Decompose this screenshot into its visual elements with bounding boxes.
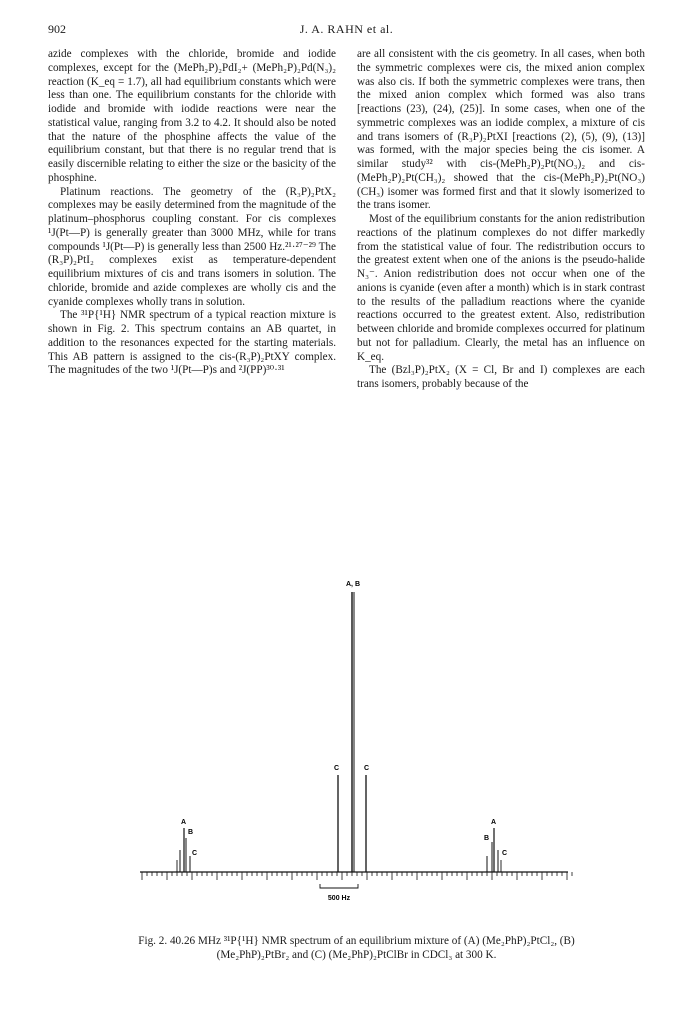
label-b: B <box>484 835 490 842</box>
caption-line: Fig. 2. 40.26 MHz ³¹P{¹H} NMR spectrum of an equilibrium mixture of (A) (Me₂PhP)₂PtCl₂, (B) <box>138 935 575 947</box>
label-b: B <box>188 829 194 836</box>
figure-caption <box>80 934 633 962</box>
nmr-spectrum-figure <box>120 570 580 930</box>
left-column <box>48 48 336 378</box>
paragraph: azide complexes with the chloride, bromide and iodide complexes, except for the (MePh₂P)₂PdI₂+ (MePh₂P)₂Pd(N₃)₂ reaction (K_eq = 1.7), all had equilibrium constants which were less than one. The equilibrium constants for the chloride with iodide and bromide with iodide reactions were near the statistical value, ranging from 3.2 to 4.2. It should also be noted that the nature of the phosphine affects the value of the equilibrium constant, but that there is no regular trend that is easily discernible relating to either the size or the basicity of the phosphine. <box>48 48 336 184</box>
caption-line: (Me₂PhP)₂PtBr₂ and (C) (Me₂PhP)₂PtClBr in CDCl₃ at 300 K. <box>216 949 497 961</box>
paragraph: are all consistent with the cis geometry. In all cases, when both the symmetric complexes were cis, the mixed anion complex was also cis. If both the symmetric complexes were trans, then the mixed anion complex which formed was also trans [reactions (23), (24), (25)]. In some cases, when one of the symmetric complexes was an iodide complex, a mixture of cis and trans isomers of (R₃P)₂PtXI [reactions (2), (5), (9), (13)] was formed, with the major species being the cis isomer. A similar study³² with cis-(MePh₂P)₂Pt(NO₃)₂ and cis-(MePh₂P)₂Pt(CH₃)₂ showed that the cis-(MePh₂P)₂Pt(NO₃)(CH₃) isomer was formed first and that it slowly isomerized to the trans isomer. <box>357 48 645 212</box>
label-ab: A, B <box>346 581 360 588</box>
paragraph: The (Bzl₃P)₂PtX₂ (X = Cl, Br and I) complexes are each trans isomers, probably because of the <box>357 364 645 390</box>
paragraph: Platinum reactions. The geometry of the (R₃P)₂PtX₂ complexes may be easily determined from the magnitude of the platinum–phosphorus coupling constant. For cis complexes ¹J(Pt—P) is generally greater than 3000 MHz, while for trans compounds ¹J(Pt—P) is generally less than 2500 Hz.²¹·²⁷⁻²⁹ The (R₃P)₂PtI₂ complexes exist as temperature-dependent equilibrium mixtures of cis and trans isomers in solution. The chloride, bromide and azide complexes are wholly cis and the cyanide complexes wholly trans in solution. <box>48 185 336 308</box>
frequency-ticks <box>142 872 572 880</box>
scale-bracket <box>320 884 358 888</box>
label-c: C <box>192 850 198 857</box>
page-number: 902 <box>48 22 66 36</box>
paragraph: The ³¹P{¹H} NMR spectrum of a typical reaction mixture is shown in Fig. 2. This spectrum contains an AB quartet, in addition to the resonances expected for the starting materials. This AB pattern is assigned to the cis-(R₃P)₂PtXY complex. The magnitudes of the two ¹J(Pt—P)s and ²J(PP)³⁰·³¹ <box>48 309 336 377</box>
label-c: C <box>364 765 370 772</box>
scale-label: 500 Hz <box>327 895 351 902</box>
label-a: A <box>181 819 187 826</box>
nmr-spectrum <box>120 570 580 930</box>
right-column <box>357 48 645 392</box>
paragraph: Most of the equilibrium constants for the anion redistribution reactions of the platinum complexes do not differ markedly from the statistical value of four. The redistribution occurs to the greatest extent when one of the anions is the pseudo-halide N₃⁻. Anion redistribution does not occur when one of the anions is cyanide (even after a month) which is in stark contrast to the results of the palladium reactions where the cyanide reactions occurred to the greatest extent. Also, redistribution between chloride and bromide complexes occurred for platinum but not for palladium. Clearly, the metal has an influence on K_eq. <box>357 213 645 363</box>
label-a: A <box>491 819 497 826</box>
running-head: J. A. RAHN et al. <box>299 22 394 36</box>
label-c: C <box>502 850 508 857</box>
label-c: C <box>334 765 340 772</box>
page-header <box>48 22 645 42</box>
